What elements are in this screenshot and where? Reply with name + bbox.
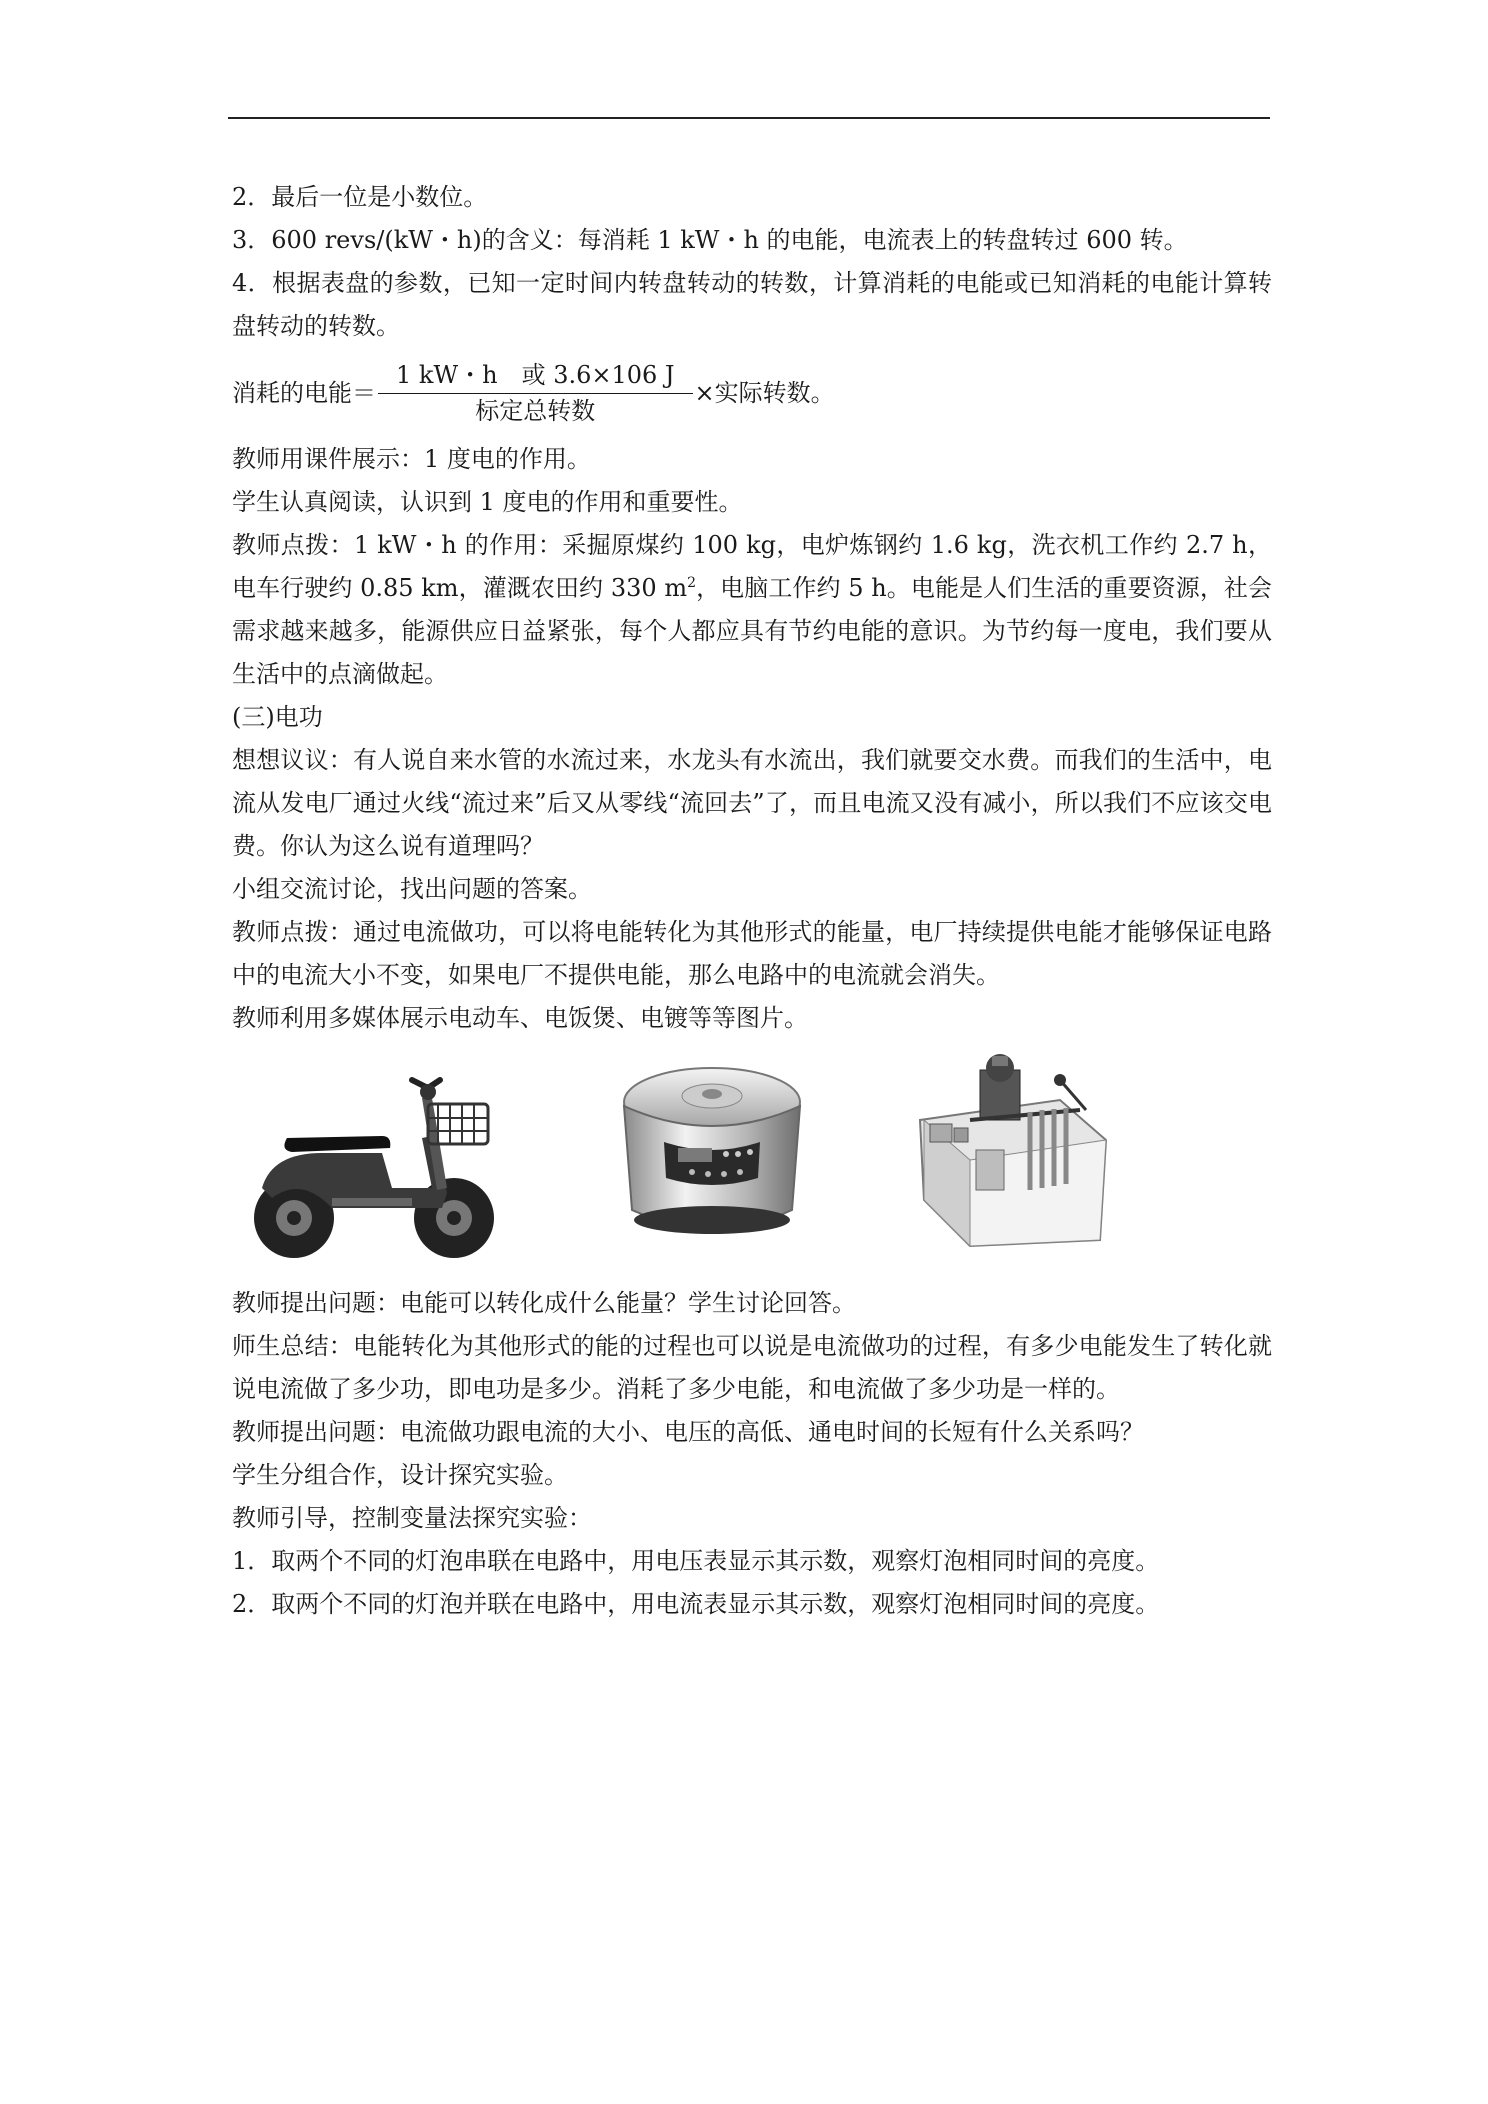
rice-cooker-icon bbox=[612, 1050, 812, 1250]
paragraph: 教师提出问题：电流做功跟电流的大小、电压的高低、通电时间的长短有什么关系吗？ bbox=[232, 1418, 1144, 1446]
paragraph: 教师点拨：通过电流做功，可以将电能转化为其他形式的能量，电厂持续提供电能才能够保证电路中的电流大小不变，如果电厂不提供电能，那么电路中的电流就会消失。 bbox=[232, 918, 1272, 989]
text-run: 教师点拨：1 kW・h 的作用：采掘原煤约 100 kg，电炉炼钢约 1.6 kg，洗衣机工作约 2.7 h，电车行驶约 0.85 km，灌溉农田约 330 m bbox=[232, 531, 1272, 602]
formula-suffix: ×实际转数。 bbox=[694, 378, 835, 407]
formula-numerator: 1 kW・h 或 3.6×106 J bbox=[378, 359, 693, 394]
document-body bbox=[232, 176, 1272, 1626]
paragraph: 教师提出问题：电能可以转化成什么能量？学生讨论回答。 bbox=[232, 1289, 856, 1317]
paragraph: 3．600 revs/(kW・h)的含义：每消耗 1 kW・h 的电能，电流表上的转盘转过 600 转。 bbox=[232, 226, 1188, 254]
formula-denominator: 标定总转数 bbox=[475, 396, 596, 425]
section-heading: (三)电功 bbox=[232, 703, 323, 731]
paragraph: 教师引导，控制变量法探究实验： bbox=[232, 1504, 592, 1532]
paragraph: 学生认真阅读，认识到 1 度电的作用和重要性。 bbox=[232, 488, 743, 516]
text-run: ，电脑工作约 5 h。电能是人们生活的重要资源，社会需求越来越多，能源供应日益紧张，每个人都应具有节约电能的意识。为节约每一度电，我们要从生活中的点滴做起。 bbox=[232, 574, 1272, 688]
paragraph: 2．取两个不同的灯泡并联在电路中，用电流表显示其示数，观察灯泡相同时间的亮度。 bbox=[232, 1590, 1160, 1618]
paragraph: 小组交流讨论，找出问题的答案。 bbox=[232, 875, 592, 903]
energy-formula bbox=[232, 356, 1272, 430]
scooter-icon bbox=[232, 1058, 512, 1268]
formula-prefix: 消耗的电能＝ bbox=[232, 378, 376, 407]
formula-fraction bbox=[378, 359, 693, 428]
paragraph: 教师利用多媒体展示电动车、电饭煲、电镀等等图片。 bbox=[232, 1004, 808, 1032]
paragraph: 想想议议：有人说自来水管的水流过来，水龙头有水流出，我们就要交水费。而我们的生活中，电流从发电厂通过火线“流过来”后又从零线“流回去”了，而且电流又没有减小，所以我们不应该交电费。你认为这么说有道理吗？ bbox=[232, 746, 1272, 860]
paragraph bbox=[232, 524, 1272, 696]
paragraph: 2．最后一位是小数位。 bbox=[232, 183, 488, 211]
paragraph: 教师用课件展示：1 度电的作用。 bbox=[232, 445, 591, 473]
electroplating-icon bbox=[910, 1050, 1110, 1250]
header-rule bbox=[228, 117, 1270, 119]
paragraph: 师生总结：电能转化为其他形式的能的过程也可以说是电流做功的过程，有多少电能发生了转化就说电流做了多少功，即电功是多少。消耗了多少电能，和电流做了多少功是一样的。 bbox=[232, 1332, 1272, 1403]
superscript: 2 bbox=[687, 575, 697, 591]
paragraph: 学生分组合作，设计探究实验。 bbox=[232, 1461, 568, 1489]
paragraph: 4．根据表盘的参数，已知一定时间内转盘转动的转数，计算消耗的电能或已知消耗的电能计算转盘转动的转数。 bbox=[232, 269, 1272, 340]
paragraph: 1．取两个不同的灯泡串联在电路中，用电压表显示其示数，观察灯泡相同时间的亮度。 bbox=[232, 1547, 1160, 1575]
figure-row bbox=[232, 1050, 1272, 1278]
